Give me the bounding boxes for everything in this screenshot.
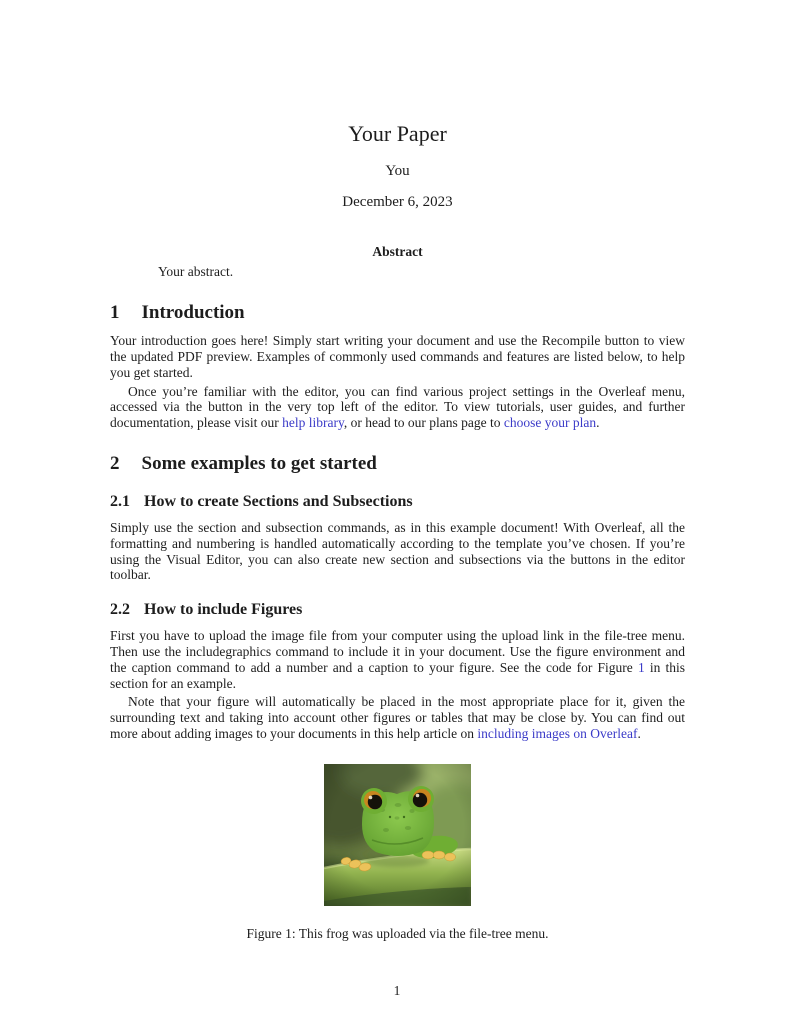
including-images-link[interactable]: including images on Overleaf [477, 725, 638, 741]
subsection-2-1-heading [110, 492, 685, 511]
section-number: 1 [110, 302, 120, 324]
paragraph [110, 694, 685, 741]
paragraph-text: . [637, 725, 641, 741]
figure-1 [110, 764, 685, 942]
section-2-heading [110, 453, 685, 475]
abstract-heading: Abstract [372, 243, 423, 259]
paragraph-text: . [596, 415, 600, 431]
section-number: 2 [110, 452, 120, 474]
subsection-title: How to include Figures [144, 601, 303, 619]
subsection-title: How to create Sections and Subsections [144, 492, 413, 510]
paragraph-text: Note that your figure will automatically be placed in the most appropriate place for it, given the surrounding text and taking into account other figures or tables that may be close by. You can find out more about adding images to your documents in this help article on [110, 694, 685, 741]
page-number: 1 [393, 983, 401, 999]
choose-your-plan-link[interactable]: choose your plan [503, 415, 597, 431]
paragraph [110, 384, 685, 431]
paper-title: Your Paper [348, 121, 447, 146]
paper-author: You [385, 163, 410, 179]
subsection-number: 2.1 [110, 492, 130, 510]
paragraph-text: First you have to upload the image file from your computer using the upload link in the file-tree menu. Then use the includegraphics command to include it in your document. Use the figure environment and the caption command to add a number and a caption to your figure. See the code for Figure [110, 628, 685, 675]
figure-caption: Figure 1: This frog was uploaded via the file-tree menu. [246, 925, 549, 941]
subsection-2-2-heading [110, 600, 685, 619]
paragraph-text: Once you’re familiar with the editor, you can find various project settings in the Overleaf menu, accessed via the button in the very top left of the editor. To view tutorials, user guides, and further documentation, please visit our [110, 383, 685, 431]
paragraph: Your introduction goes here! Simply start writing your document and use the Recompile button to view the updated PDF preview. Examples of commonly used commands and features are listed below, to help you get started. [110, 333, 685, 380]
help-library-link[interactable]: help library [282, 415, 344, 431]
subsection-number: 2.2 [110, 601, 130, 619]
section-title: Introduction [141, 302, 245, 324]
paragraph-text: , or head to our plans page to [343, 415, 504, 431]
paper-date: December 6, 2023 [342, 193, 453, 210]
paragraph: Simply use the section and subsection commands, as in this example document! With Overleaf, all the formatting and numbering is handled automatically according to the template you’ve chosen. If you’re using the Visual Editor, you can also create new section and subsections via the buttons in the editor toolbar. [110, 519, 685, 583]
abstract-text: Your abstract. [158, 264, 234, 280]
figure-1-ref-link[interactable]: 1 [637, 659, 645, 675]
paragraph [110, 628, 685, 691]
section-title: Some examples to get started [141, 452, 377, 474]
section-1-heading [110, 302, 685, 324]
frog-photo [324, 764, 471, 906]
paragraph-text: in this section for an example. [110, 659, 685, 691]
